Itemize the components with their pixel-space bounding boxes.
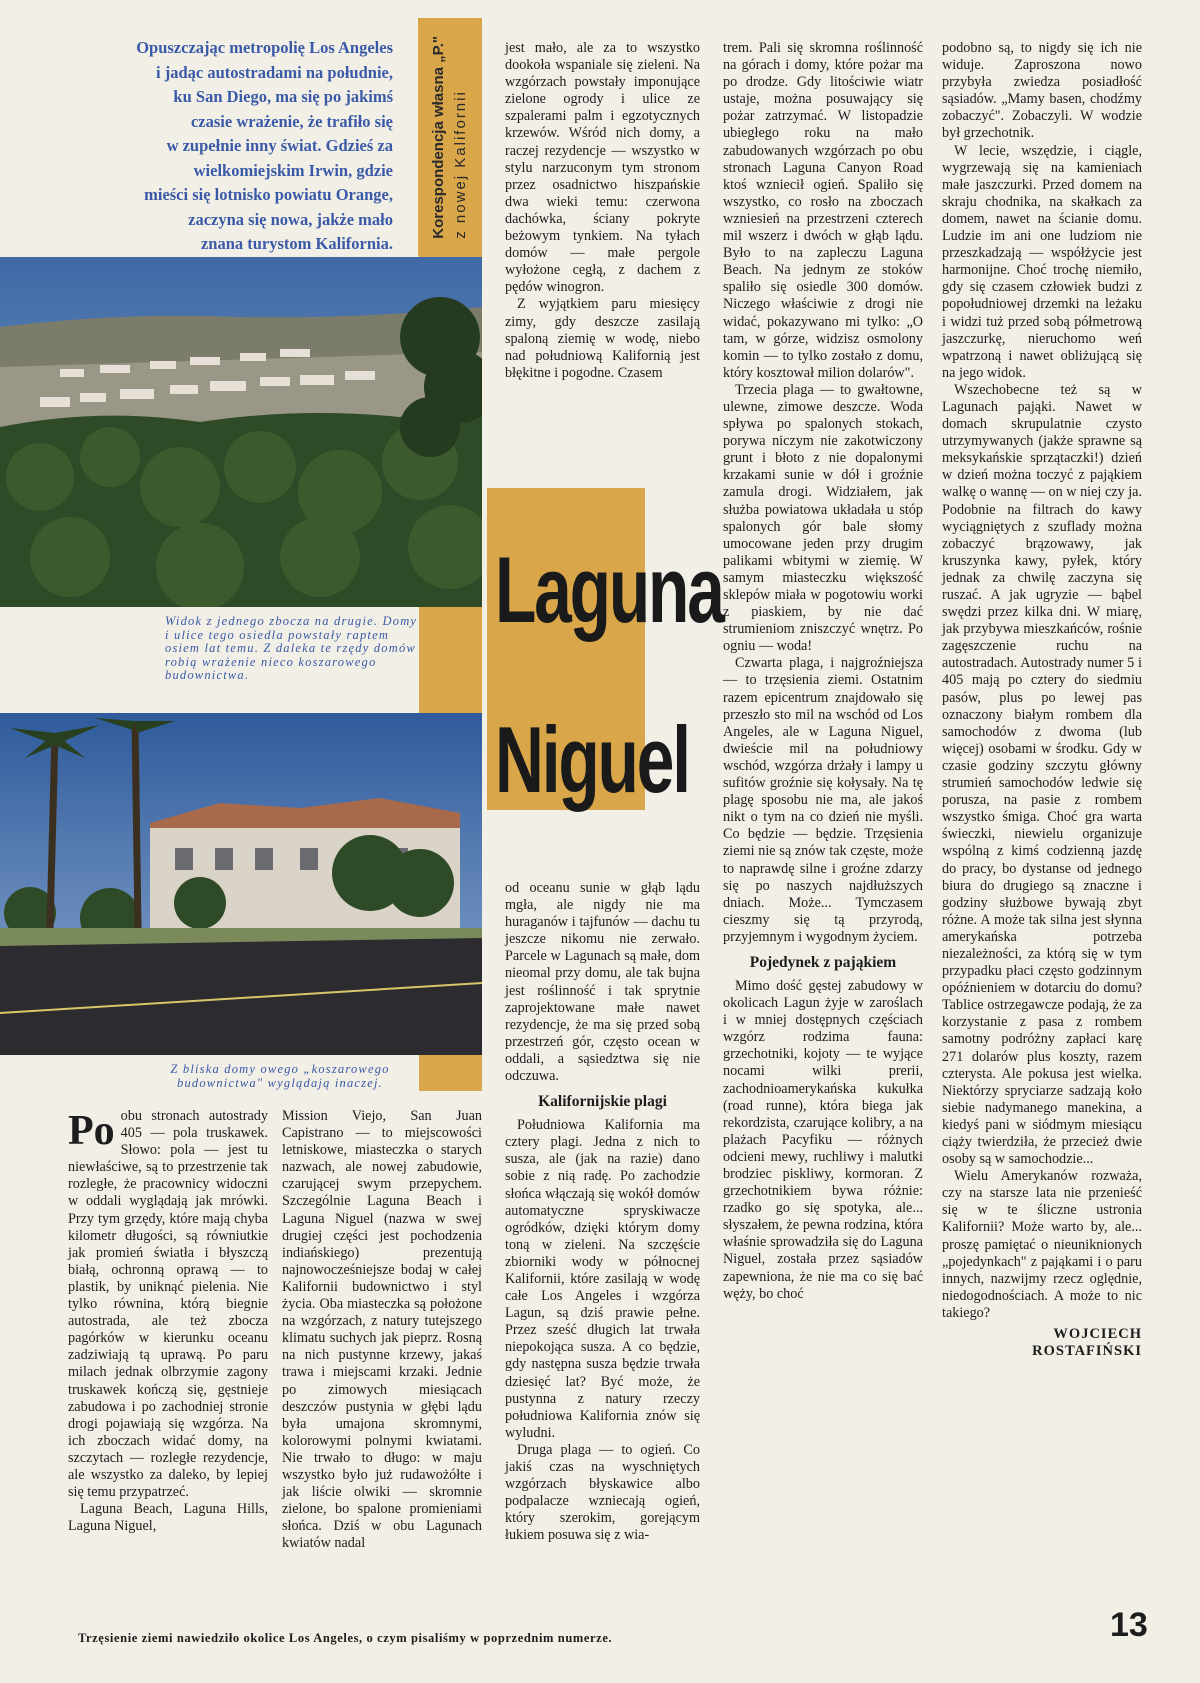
paragraph: Mimo dość gęstej zabudowy w okolicach Lagun żyje w zaroślach i w mniej dostępnych częściach wzgórz rodzima fauna: grzechotniki, kojoty — te wyjące nocami wilki prerii, zachodnioamerykańska kukułka (road runne), która biega jak rekordzista, czarujące kolibry, a na plażach Pacyfiku — różnych odcieni mewy, ruchliwy i malutki brodziec piskliwy, kormoran. Z grzechotnikiem bywa różnie: rzadko go się spotyka, ale... słyszałem, że pewna rodzina, która właśnie sprowadziła się do Laguna Niguel, została przez sąsiadów zapewniona, że nie ma co się bać węży, bo choć [723, 977, 923, 1302]
paragraph: Z wyjątkiem paru miesięcy zimy, gdy deszcze zasilają spaloną ziemię w wodę, niebo nad południową Kalifornią jest błękitne i pogodne. Czasem [505, 296, 700, 381]
paragraph: Południowa Kalifornia ma cztery plagi. Jedna z nich to susza, ale (jak na razie) dano sobie z nią radę. Po zachodzie słońca włączają się wokół domów automatyczne spryskiwacze ogródków, dzięki którym domy toną w zieleni. Na szczęście zbiorniki wody w północnej Kalifornii, które zasilają w wodę całe Los Angeles i wzgórza Lagun, są dziś prawie pełne. Przez sześć długich lat trwała niepokojąca susza. A co będzie, gdy następna susza będzie trwała dziesięć lat? Być może, że pustynna z natury rzeczy południowa Kalifornia znów się wyludni. [505, 1117, 700, 1441]
article-title [495, 505, 723, 845]
lead-line: ku San Diego, ma się po jakimś [173, 87, 393, 106]
text-column-3-bottom [505, 880, 700, 1544]
paragraph: jest mało, ale za to wszystko dookoła wspaniale się zieleni. Na wzgórzach powstały imponujące zielone ogrody i ulice ze szpalerami palm i egzotycznych krzewów. Wśród nich domy, a raczej rezydencje — wszystko w stylu narzuconym tym stronom przez osadnictwo hiszpańskie dwa wieki temu: czerwona dachówka, ściany pokryte beżowym tynkiem. Na tyłach domów — małe pergole wyłożone cegłą, z dachem z pędów winogron. [505, 40, 700, 296]
paragraph: Mission Viejo, San Juan Capistrano — to miejscowości letniskowe, miasteczka o starych nazwach, ale nowej zabudowie, czarującej swym przepychem. Szczególnie Laguna Beach i Laguna Niguel (nazwa w swej drugiej części jest pochodzenia indiańskiego) prezentują najnowocześniejsze bodaj w całej Kalifornii budownictwo i styl życia. Oba miasteczka są położone na wzgórzach, z natury tutejszego klimatu suchych jak pieprz. Rosną na nich pustynne krzewy, jakaś trawa i miejscami krzaki. Jednie po zimowych miesiącach deszczów pustynia w głębi lądu była umajona skromnymi, kolorowymi polnymi kwiatami. Nie trwało to długo: w maju wszystko było już rudawożółte i jak liście olwiki — skromnie zielone, bo spalone promieniami słońca. Dziś w obu Lagunach kwiatów nadal [282, 1108, 482, 1552]
photo-houses [0, 713, 482, 1055]
paragraph: W lecie, wszędzie, i ciągle, wygrzewają się na kamieniach małe jaszczurki. Przed domem na skraju chodnika, na skałkach za domem, nawet na ścianie domu. Ludzie im ani one ludziom nie przeszkadzają — współżycie jest harmonijne. Choć trochę niemiło, gdy się czasem człowiek budzi z popołudniowej drzemki na leżaku i widzi tuż przed sobą półmetrową jaszczurkę, nieruchomo weń wpatrzoną i nawet obliżującą się na jego widok. [942, 142, 1142, 381]
lead-line: Opuszczając metropolię Los Angeles [136, 38, 393, 57]
paragraph: Trzecia plaga — to gwałtowne, ulewne, zimowe deszcze. Woda spływa po spalonych stokach, porywa niczym nie zakotwiczony grunt i błoto z nie dopalonymi krzakami sunie w dół i groźnie zamula drogi. Widziałem, jak służba powiatowa układała u stóp spalonych gór bale słomy umocowane jeden przy drugim palikami wbitymi w ziemię. W samym miasteczku większość sklepów miała w pogotowiu worki z piaskiem, by nie dać strumieniom zniszczyć wnętrz. Po ogniu — woda! [723, 381, 923, 655]
footnote: Trzęsienie ziemi nawiedziło okolice Los Angeles, o czym pisaliśmy w poprzednim numerze. [78, 1631, 613, 1645]
lead-line: mieści się lotnisko powiatu Orange, [144, 185, 393, 204]
text-column-2 [282, 1108, 482, 1552]
paragraph: obu stronach autostrady 405 — pola truskawek. Słowo: pola — jest tu niewłaściwe, są to przestrzenie tak rozległe, że pracownicy widoczni w oddali wyglądają jak mrówki. Przy tym grzędy, które mają chyba kilometr długości, są równiutkie jak promień światła i błyszczą białą, ochronną oprawą — to plastik, by uniknąć pielenia. Nie tylko równina, którą biegnie autostrada, ale też zbocza pagórków w kierunku oceanu zadziwiają tą uprawą. Po paru milach jednak olbrzymie zagony truskawek kończą się, gęstnieje zabudowa i po zachodniej stronie drogi pojawiają się wzgórza. Na ich zboczach widać domy, na szczytach — rozległe rezydencje, ale wszystko za daleko, by lepiej się temu przypatrzeć. [68, 1108, 268, 1501]
lead-line: wielkomiejskim Irwin, gdzie [193, 160, 393, 180]
text-column-4 [723, 40, 923, 1303]
lead-line: czasie wrażenie, że trafiło się [190, 111, 393, 131]
paragraph: trem. Pali się skromna roślinność na górach i domy, które pożar ma po drodze. Gdy litościwie wiatr ustaje, można posuwający się pożar zatrzymać. W listopadzie ubiegłego roku na mało zabudowanych wzgórzach po obu stronach Laguna Canyon Road ktoś wzniecił ogień. Spaliło się wszystko, co rosło na zboczach wzniesień na przestrzeni czterech mil wszerz i dwóch w głąb lądu. Było to na zapleczu Laguna Beach. Na jednym ze stoków spaliło się osiedle 300 domów. Niczego właściwie z drogi nie widać, pokazywano mi tylko: „O tam, w górze, widzisz osmolony komin — to tylko zostało z domu, który kosztował milion dolarów". [723, 40, 923, 381]
section-heading: Pojedynek z pająkiem [749, 953, 897, 971]
section-heading: Kalifornijskie plagi [538, 1093, 667, 1111]
photo-hillside [0, 257, 482, 607]
photo-hillside-caption: Widok z jednego zbocza na drugie. Domy i ulice tego osiedla powstały raptem osiem lat temu. Z daleka te rzędy domów robią wrażenie nieco koszarowego budownictwa. [165, 614, 418, 682]
rubric-text [428, 36, 472, 239]
rubric-line-1: Korespondencja własna „P." [430, 35, 447, 239]
paragraph: Laguna Beach, Laguna Hills, Laguna Niguel, [68, 1501, 268, 1535]
paragraph: Druga plaga — to ogień. Co jakiś czas na wyschniętych wzgórzach błyskawice albo podpalacze wzniecają ogień, który szerokim, gorejącym łukiem posuwa się z wia- [505, 1441, 700, 1544]
text-column-3-top [505, 40, 700, 382]
rubric-line-2: z nowej Kalifornii [452, 89, 469, 239]
page-number: 13 [1110, 1606, 1148, 1644]
paragraph: Wielu Amerykanów rozważa, czy na starsze lata nie przenieść się w te śliczne ustronia Kalifornii? Może warto by, ale... proszę pamiętać o nieuniknionych „pojedynkach" z pająkami i o paru innych, nazwijmy rzecz oględnie, niedogodnościach. A może to nic takiego? [942, 1168, 1142, 1321]
paragraph: Czwarta plaga, i najgroźniejsza — to trzęsienia ziemi. Ostatnim razem epicentrum znajdowało się przeszło sto mil na wschód od Los Angeles, ale w Laguna Niguel, dwieście mil na południowy wschód, wzgórza drżały i lampy u sufitów groźnie się kołysały. Na tę plagę sposobu nie ma, ale jakoś nikt o tym na co dzień nie myśli. Co będzie — będzie. Trzęsienia ziemi nie są znów tak częste, może to naprawdę silne i groźne zdarzy się po naszych najdłuższych dniach. Może... Tymczasem cieszmy się tą przyrodą, przyjemnym i wygodnym życiem. [723, 655, 923, 945]
paragraph: Wszechobecne też są w Lagunach pająki. Nawet w domach skrupulatnie czysto utrzymywanych (jakże sprawne są meksykańskie sprzątaczki!) dzień w dzień można toczyć z pająkiem walkę o wannę — on w niej czy ja. Podobnie na filtrach do kawy wyciągniętych z szuflady można zobaczyć brązowawy, jak kruszynka kawy, pyłek, który jednak za chwilę zaczyna się ruszać. A jak ugryzie — bąbel swędzi przez kilka dni. W miarę, jak przybywa mieszkańców, rośnie zagęszczenie ruchu na autostradach. Autostrady numer 5 i 405 mają po cztery do siedmiu pasów, plus po lewej pas oznaczony białym rombem dla samochodów z dwoma (lub więcej) osobami w środku. Gdy w czasie godziny szczytu główny strumień samochodów ledwie się porusza, na pasie z rombem wszystko śmiga. Choć gra warta świeczki, niewielu organizuje wspólną z kimś codzienną jazdę do pracy, bo dystanse od jednego biura do drugiego są znaczne i godziny służbowe bywają zbyt różne. A może tak silna jest słynna amerykańska potrzeba niezależności, za którą się w tym przypadku płaci często godzinnym opóźnieniem w dotarciu do domu? Tablice ostrzegawcze podają, że za korzystanie z pasa z rombem samotny podróżny zapłaci karę 271 dolarów plus koszty, razem czterysta. Ale pokusa jest wielka. Niektórzy spryciarze sadzają koło siebie nadymanego manekina, a kiedyś pani w siódmym miesiącu ciąży twierdziła, że przecież dwie osoby są w samochodzie... [942, 381, 1142, 1168]
author-signature: WOJCIECH ROSTAFIŃSKI [1032, 1326, 1142, 1360]
lead-line: zaczyna się nowa, jakże mało [188, 209, 393, 229]
text-column-1 [68, 1108, 268, 1535]
lead-line: w zupełnie inny świat. Gdzieś za [166, 136, 393, 155]
title-line-1: Laguna [495, 537, 723, 642]
lead-paragraph [60, 36, 405, 251]
photo-houses-image [0, 713, 482, 1055]
photo-hillside-image [0, 257, 482, 607]
drop-cap: Po [68, 1108, 115, 1154]
photo-houses-caption: Z bliska domy owego „koszarowego budownictwa" wyglądają inaczej. [170, 1062, 390, 1090]
rubric-bar [418, 18, 482, 256]
paragraph: podobno są, to nigdy się ich nie widuje. Zaproszona nowo przybyła zwiedza posiadłość sąsiadów. „Mamy basen, chodźmy zobaczyć". Zobaczyli. W wodzie był grzechotnik. [942, 40, 1142, 142]
lead-line: i jadąc autostradami na południe, [156, 62, 393, 82]
title-line-2: Niguel [495, 707, 689, 812]
text-column-5 [942, 40, 1142, 1360]
paragraph: od oceanu sunie w głąb lądu mgła, ale nigdy nie ma huraganów i tajfunów — dachu tu jeszcze nikomu nie zerwało. Parcele w Lagunach są małe, dom nieomal przy domu, ale tak bujna jest roślinność i tak sprytnie zaprojektowane małe nawet rezydencje, że ma się przed sobą przestrzeń gór, często ocean w oddali, a sąsiedztwa się nie odczuwa. [505, 880, 700, 1085]
lead-line: znana turystom Kalifornia. [200, 234, 393, 253]
